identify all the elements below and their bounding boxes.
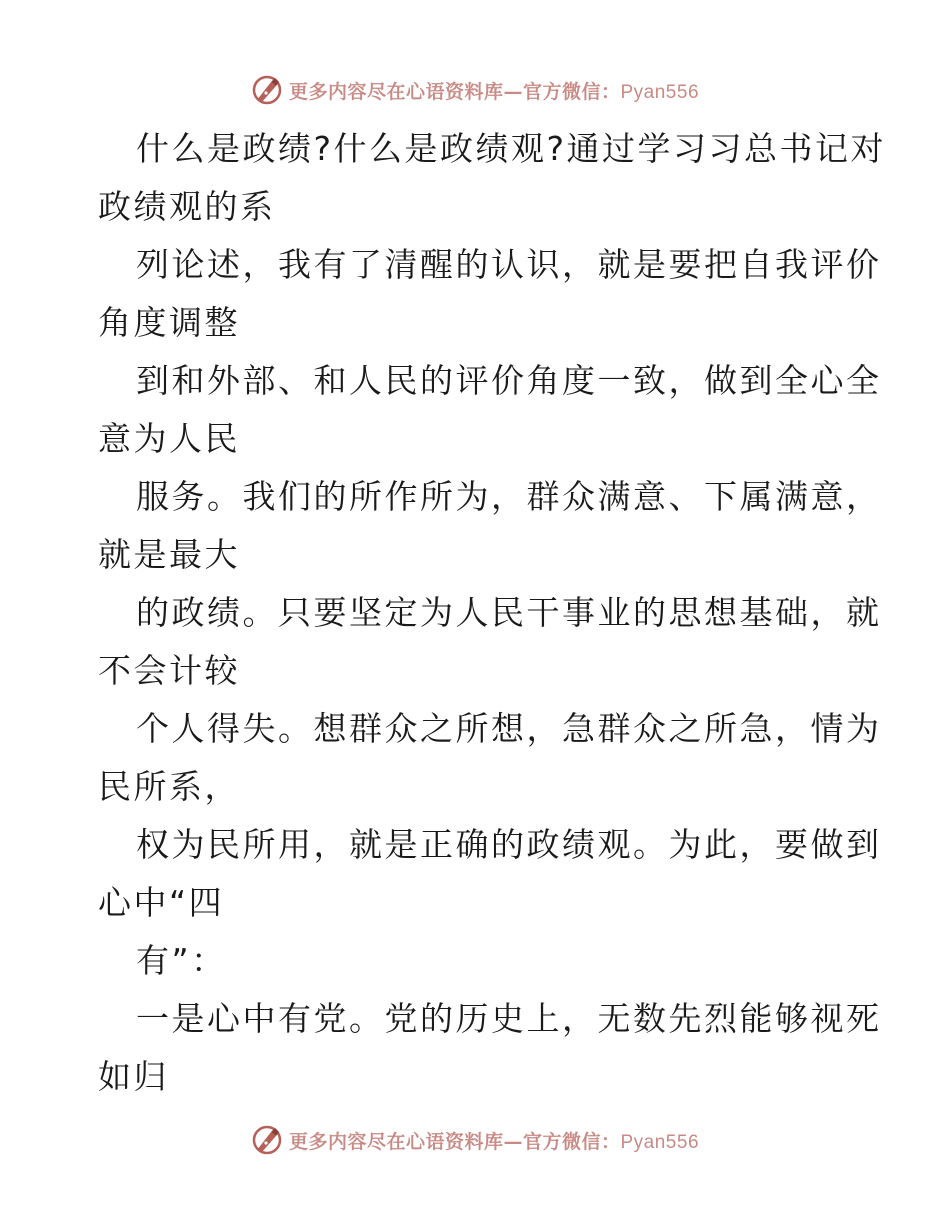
banner-separator: — — [503, 1130, 523, 1153]
body-line: 角度调整 — [98, 303, 240, 342]
body-line: 不会计较 — [98, 651, 240, 690]
banner-wechat-id: Pyan556 — [620, 1131, 700, 1153]
body-line: 到和外部、和人民的评价角度一致，做到全心全 — [136, 361, 882, 400]
pen-nib-logo-icon — [251, 1124, 283, 1156]
body-line: 意为人民 — [98, 419, 240, 458]
banner-text — [289, 1127, 699, 1154]
footer-banner — [0, 1120, 950, 1160]
body-line: 有”： — [136, 941, 227, 980]
banner-text — [289, 77, 699, 104]
body-line: 心中“四 — [98, 883, 225, 922]
banner-wechat-label: 官方微信： — [522, 1130, 621, 1153]
body-line: 个人得失。想群众之所想，急群众之所急，情为 — [136, 709, 882, 748]
banner-title: 更多内容尽在心语资料库 — [288, 80, 504, 103]
body-line: 的政绩。只要坚定为人民干事业的思想基础，就 — [136, 593, 882, 632]
body-line: 如归 — [98, 1057, 169, 1096]
banner-wechat-label: 官方微信： — [522, 80, 621, 103]
banner-separator: — — [503, 80, 523, 103]
body-line: 就是最大 — [98, 535, 240, 574]
body-line: 服务。我们的所作所为，群众满意、下属满意， — [136, 477, 882, 516]
body-line: 什么是政绩?什么是政绩观?通过学习习总书记对 — [136, 129, 887, 168]
banner-wechat-id: Pyan556 — [620, 81, 700, 103]
document-body — [98, 120, 887, 1106]
header-banner — [0, 70, 950, 110]
body-line: 权为民所用，就是正确的政绩观。为此，要做到 — [136, 825, 882, 864]
body-line: 一是心中有党。党的历史上，无数先烈能够视死 — [136, 999, 882, 1038]
pen-nib-logo-icon — [251, 74, 283, 106]
body-line: 列论述，我有了清醒的认识，就是要把自我评价 — [136, 245, 882, 284]
body-line: 政绩观的系 — [98, 187, 276, 226]
body-line: 民所系， — [98, 767, 240, 806]
banner-title: 更多内容尽在心语资料库 — [288, 1130, 504, 1153]
